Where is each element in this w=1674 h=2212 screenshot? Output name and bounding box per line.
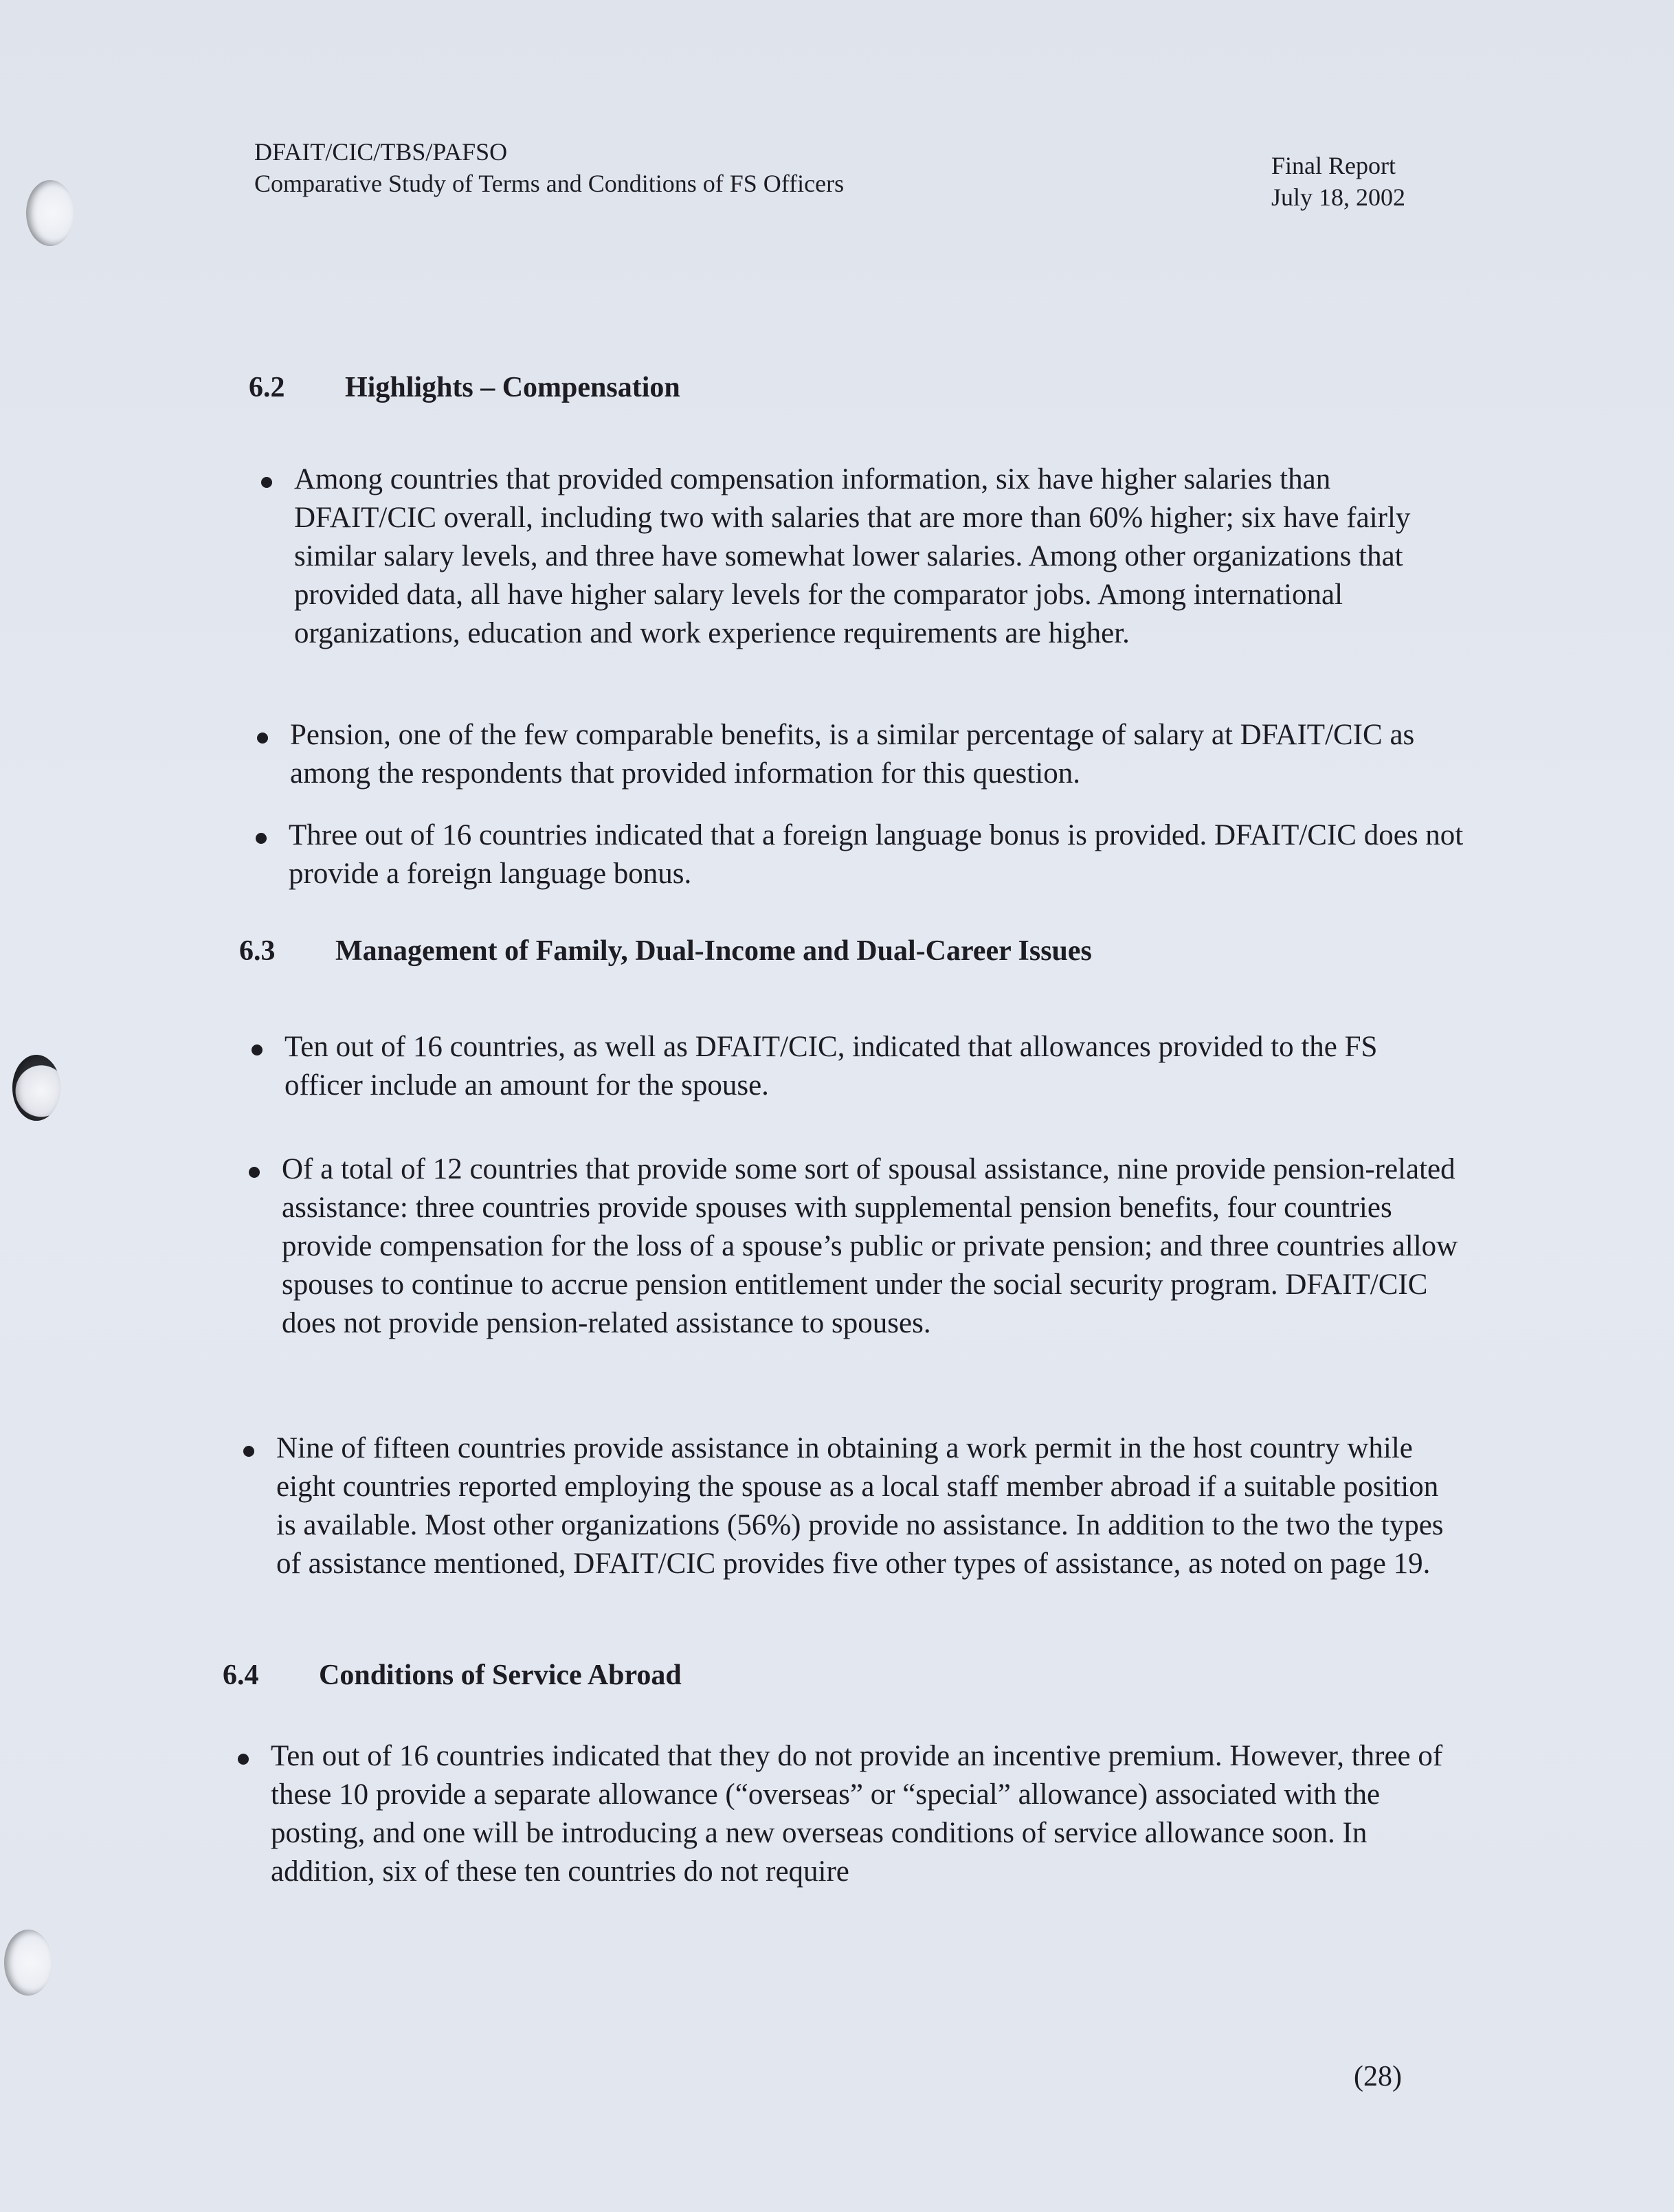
bullet-text: Among countries that provided compensation information, six have higher salaries than DFAIT/CIC overall, including two with salaries that are more than 60% higher; six have fairly similar salary levels, and three have somewhat lower salaries. Among other organizations that provided data, all have higher salary levels for the comparator jobs. Among international organizations, education and work experience requirements are higher. xyxy=(294,463,1411,649)
bullet-text: Ten out of 16 countries, as well as DFAIT/CIC, indicated that allowances provided to the FS officer include an amount for the spouse. xyxy=(284,1031,1378,1102)
bullet-item xyxy=(271,1737,1460,1891)
section-number: 6.2 xyxy=(249,372,285,403)
bullet-text: Pension, one of the few comparable benefits, is a similar percentage of salary at DFAIT/CIC as among the respondents that provided information for this question. xyxy=(290,719,1415,790)
bullet-item xyxy=(276,1429,1451,1583)
bullet-dot xyxy=(249,1167,260,1178)
section-heading-6-4 xyxy=(223,1659,682,1692)
bullet-dot xyxy=(243,1446,254,1457)
bullet-text: Ten out of 16 countries indicated that they do not provide an incentive premium. However, three of these 10 provide a separate allowance (“overseas” or “special” allowance) associated with the posting, and one will be introducing a new overseas conditions of service allowance soon. In addition, six of these ten countries do not require xyxy=(271,1740,1443,1888)
running-header-left xyxy=(254,136,844,199)
bullet-dot xyxy=(257,733,268,744)
section-title: Highlights – Compensation xyxy=(345,372,680,403)
bullet-dot xyxy=(256,833,267,844)
binder-hole-bottom xyxy=(4,1930,52,1996)
section-number: 6.4 xyxy=(223,1660,259,1691)
bullet-item xyxy=(282,1150,1471,1343)
bullet-text: Of a total of 12 countries that provide some sort of spousal assistance, nine provide pension-related assistance: three countries provide spouses with supplemental pension benefits, four countries provide compensation for the loss of a spouse’s public or private pension; and three countries allow spouses to continue to accrue pension entitlement under the social security program. DFAIT/CIC does not provide pension-related assistance to spouses. xyxy=(282,1153,1458,1339)
binder-hole-middle xyxy=(12,1055,60,1121)
binder-hole-top xyxy=(26,180,74,246)
bullet-item xyxy=(289,816,1471,893)
bullet-dot xyxy=(252,1044,263,1055)
section-title: Conditions of Service Abroad xyxy=(319,1660,682,1691)
bullet-text: Nine of fifteen countries provide assistance in obtaining a work permit in the host country while eight countries reported employing the spouse as a local staff member abroad if a suitable position is available. Most other organizations (56%) provide no assistance. In addition to the two the types of assistance mentioned, DFAIT/CIC provides five other types of assistance, as noted on page 19. xyxy=(276,1432,1444,1580)
header-study-title: Comparative Study of Terms and Conditions of FS Officers xyxy=(254,170,845,197)
bullet-item xyxy=(284,1028,1460,1105)
page-number: (28) xyxy=(1354,2061,1402,2092)
header-report-type: Final Report xyxy=(1271,152,1396,179)
header-org: DFAIT/CIC/TBS/PAFSO xyxy=(254,138,508,166)
bullet-text: Three out of 16 countries indicated that a foreign language bonus is provided. DFAIT/CIC does not provide a foreign language bonus. xyxy=(289,819,1464,890)
section-heading-6-2 xyxy=(249,371,680,404)
bullet-item xyxy=(294,460,1449,653)
bullet-dot xyxy=(261,477,272,488)
header-date: July 18, 2002 xyxy=(1271,183,1406,211)
section-title: Management of Family, Dual-Income and Dual-Career Issues xyxy=(335,935,1092,967)
section-heading-6-3 xyxy=(239,935,1092,968)
bullet-item xyxy=(290,716,1438,793)
section-number: 6.3 xyxy=(239,935,276,967)
running-header-right xyxy=(1271,150,1405,213)
bullet-dot xyxy=(238,1754,249,1765)
